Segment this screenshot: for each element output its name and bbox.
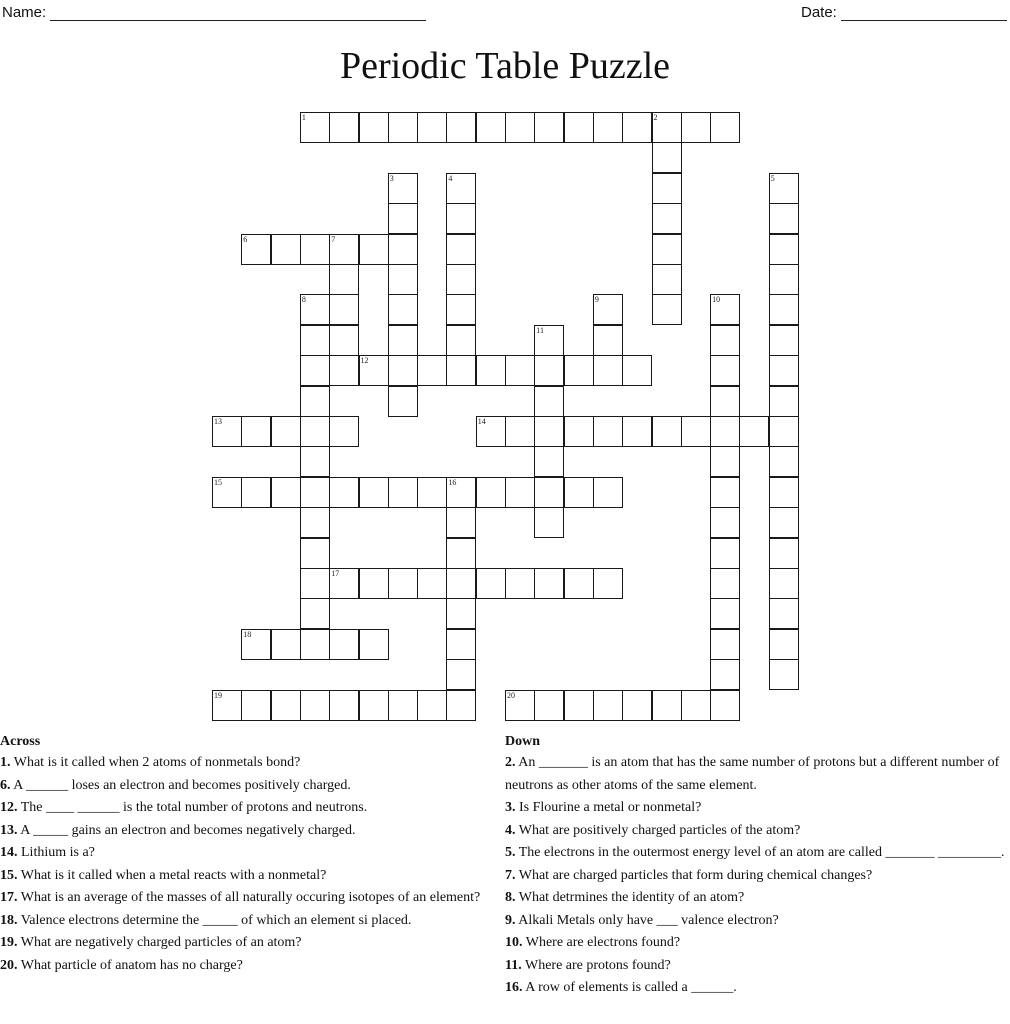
grid-cell[interactable] <box>769 629 799 660</box>
grid-cell[interactable] <box>564 355 594 386</box>
clue-number: 9. <box>505 912 516 928</box>
grid-cell[interactable] <box>241 629 271 660</box>
grid-cell[interactable] <box>446 659 476 690</box>
grid-cell[interactable] <box>241 234 271 265</box>
grid-cell[interactable] <box>476 477 506 508</box>
down-clue <box>505 977 1005 1000</box>
grid-cell[interactable] <box>769 477 799 508</box>
grid-cell[interactable] <box>271 477 301 508</box>
clue-number: 16. <box>505 980 523 995</box>
grid-cell[interactable] <box>300 538 330 569</box>
grid-cell[interactable] <box>476 416 506 447</box>
grid-cell[interactable] <box>622 690 652 721</box>
clue-number: 17 <box>331 569 340 578</box>
grid-cell[interactable] <box>505 477 535 508</box>
across-clue <box>0 797 488 820</box>
clue-number: 3 <box>389 173 394 183</box>
grid-cell[interactable] <box>329 234 359 265</box>
grid-cell[interactable] <box>446 325 476 356</box>
grid-cell[interactable] <box>359 690 389 721</box>
grid-cell[interactable] <box>769 538 799 569</box>
across-clue <box>0 752 488 775</box>
clue-text: Where are electrons found? <box>525 935 681 950</box>
grid-cell[interactable] <box>593 325 623 356</box>
grid-cell[interactable] <box>388 325 418 356</box>
across-clue <box>0 842 488 865</box>
clue-text: What is it called when a metal reacts with a nonmetal? <box>20 867 327 883</box>
clue-text: The electrons in the outermost energy level of an atom are called _______ _________. <box>518 845 1005 860</box>
down-clue <box>505 932 1005 955</box>
clue-number: 14. <box>0 845 18 860</box>
grid-cell[interactable] <box>271 690 301 721</box>
clue-text: What are positively charged particles of the atom? <box>518 822 801 838</box>
down-clue <box>505 955 1005 978</box>
clue-text: Where are protons found? <box>524 957 671 973</box>
grid-cell[interactable] <box>769 294 799 325</box>
date-label: Date: <box>801 4 837 21</box>
grid-cell[interactable] <box>271 234 301 265</box>
grid-cell[interactable] <box>652 203 682 234</box>
grid-cell[interactable] <box>388 203 418 234</box>
grid-cell[interactable] <box>710 507 740 538</box>
clue-number: 9 <box>594 295 599 305</box>
down-clue <box>505 752 1005 797</box>
clue-number: 15 <box>214 477 222 487</box>
grid-cell[interactable] <box>564 568 594 599</box>
grid-cell[interactable] <box>300 294 330 325</box>
grid-cell[interactable] <box>271 416 301 447</box>
grid-cell[interactable] <box>300 446 330 477</box>
grid-cell[interactable] <box>476 355 506 386</box>
grid-cell[interactable] <box>388 386 418 417</box>
grid-cell[interactable] <box>417 690 447 721</box>
grid-cell[interactable] <box>593 355 623 386</box>
clue-number: 13. <box>0 822 18 838</box>
grid-cell[interactable] <box>417 568 447 599</box>
grid-cell[interactable] <box>739 416 769 447</box>
clue-number: 12 <box>360 356 369 366</box>
clue-text: A row of elements is called a ______. <box>525 980 737 995</box>
clue-number: 12. <box>0 800 18 815</box>
grid-cell[interactable] <box>769 507 799 538</box>
grid-cell[interactable] <box>710 477 740 508</box>
grid-cell[interactable] <box>241 690 271 721</box>
grid-cell[interactable] <box>564 690 594 721</box>
grid-cell[interactable] <box>505 416 535 447</box>
grid-cell[interactable] <box>446 264 476 295</box>
clue-text: A _____ gains an electron and becomes negatively charged. <box>20 822 356 838</box>
clue-number: 4 <box>448 173 453 183</box>
grid-cell[interactable] <box>710 568 740 599</box>
clue-text: An _______ is an atom that has the same number of protons but a different number of neutrons as other atoms of the same element. <box>505 755 1000 793</box>
clue-number: 14 <box>477 417 486 426</box>
grid-cell[interactable] <box>534 690 564 721</box>
grid-cell[interactable] <box>769 203 799 234</box>
grid-cell[interactable] <box>534 112 564 143</box>
clue-text: What particle of anatom has no charge? <box>20 957 243 973</box>
clue-number: 10. <box>505 935 523 950</box>
grid-cell[interactable] <box>593 112 623 143</box>
grid-cell[interactable] <box>300 325 330 356</box>
grid-cell[interactable] <box>652 690 682 721</box>
grid-cell[interactable] <box>622 112 652 143</box>
grid-cell[interactable] <box>329 264 359 295</box>
grid-cell[interactable] <box>300 477 330 508</box>
across-clue <box>0 955 488 978</box>
across-clue <box>0 910 488 933</box>
grid-cell[interactable] <box>534 416 564 447</box>
grid-cell[interactable] <box>388 355 418 386</box>
clue-text: Valence electrons determine the _____ of which an element si placed. <box>20 912 412 928</box>
grid-cell[interactable] <box>300 355 330 386</box>
grid-cell[interactable] <box>593 477 623 508</box>
down-clue <box>505 797 1005 820</box>
grid-cell[interactable] <box>564 477 594 508</box>
across-clue <box>0 820 488 843</box>
grid-cell[interactable] <box>446 690 476 721</box>
grid-cell[interactable] <box>534 477 564 508</box>
grid-cell[interactable] <box>652 234 682 265</box>
grid-cell[interactable] <box>388 112 418 143</box>
grid-cell[interactable] <box>652 264 682 295</box>
clue-number: 10 <box>712 295 721 305</box>
grid-cell[interactable] <box>300 112 330 143</box>
grid-cell[interactable] <box>769 598 799 629</box>
grid-cell[interactable] <box>681 690 711 721</box>
clue-number: 5. <box>505 845 516 860</box>
clue-number: 8. <box>505 890 516 905</box>
grid-cell[interactable] <box>241 416 271 447</box>
clue-number: 19. <box>0 935 18 950</box>
clue-text: What is an average of the masses of all naturally occuring isotopes of an element? <box>20 890 481 905</box>
down-clues <box>505 732 1005 1000</box>
grid-cell[interactable] <box>329 629 359 660</box>
clue-text: Alkali Metals only have ___ valence electron? <box>518 912 779 928</box>
clue-number: 20. <box>0 957 18 973</box>
grid-cell[interactable] <box>652 173 682 204</box>
clue-number: 6 <box>243 234 248 244</box>
grid-cell[interactable] <box>446 598 476 629</box>
grid-cell[interactable] <box>710 416 740 447</box>
grid-cell[interactable] <box>710 294 740 325</box>
grid-cell[interactable] <box>710 659 740 690</box>
grid-cell[interactable] <box>534 446 564 477</box>
clue-number: 1 <box>301 113 306 122</box>
clue-number: 6. <box>0 777 11 793</box>
grid-cell[interactable] <box>446 294 476 325</box>
grid-cell[interactable] <box>534 325 564 356</box>
grid-cell[interactable] <box>329 325 359 356</box>
grid-cell[interactable] <box>300 598 330 629</box>
clue-number: 20 <box>507 690 515 700</box>
grid-cell[interactable] <box>359 112 389 143</box>
clue-number: 2. <box>505 755 516 770</box>
grid-cell[interactable] <box>710 446 740 477</box>
grid-cell[interactable] <box>710 325 740 356</box>
grid-cell[interactable] <box>769 173 799 204</box>
clue-number: 8 <box>301 295 306 305</box>
grid-cell[interactable] <box>476 568 506 599</box>
clue-number: 7 <box>331 234 336 244</box>
grid-cell[interactable] <box>769 659 799 690</box>
grid-cell[interactable] <box>446 112 476 143</box>
grid-cell[interactable] <box>769 568 799 599</box>
grid-cell[interactable] <box>710 598 740 629</box>
grid-cell[interactable] <box>446 629 476 660</box>
grid-cell[interactable] <box>681 416 711 447</box>
grid-cell[interactable] <box>241 477 271 508</box>
grid-cell[interactable] <box>622 416 652 447</box>
clue-text: What detrmines the identity of an atom? <box>518 890 745 905</box>
grid-cell[interactable] <box>534 507 564 538</box>
grid-cell[interactable] <box>359 568 389 599</box>
grid-cell[interactable] <box>769 386 799 417</box>
across-clues <box>0 732 488 977</box>
grid-cell[interactable] <box>212 416 242 447</box>
grid-cell[interactable] <box>652 112 682 143</box>
grid-cell[interactable] <box>329 294 359 325</box>
grid-cell[interactable] <box>417 355 447 386</box>
grid-cell[interactable] <box>329 355 359 386</box>
grid-cell[interactable] <box>534 568 564 599</box>
grid-cell[interactable] <box>359 234 389 265</box>
grid-cell[interactable] <box>271 629 301 660</box>
down-clue <box>505 820 1005 843</box>
across-heading: Across <box>0 734 41 749</box>
clue-number: 2 <box>653 113 658 122</box>
grid-cell[interactable] <box>359 355 389 386</box>
clue-text: A ______ loses an electron and becomes positively charged. <box>13 777 351 793</box>
grid-cell[interactable] <box>388 294 418 325</box>
clue-number: 15. <box>0 867 18 883</box>
across-clue <box>0 887 488 910</box>
grid-cell[interactable] <box>593 690 623 721</box>
grid-cell[interactable] <box>300 568 330 599</box>
grid-cell[interactable] <box>329 477 359 508</box>
grid-cell[interactable] <box>300 386 330 417</box>
down-clue-list <box>505 752 1005 1000</box>
clue-text: What are charged particles that form during chemical changes? <box>518 867 873 883</box>
grid-cell[interactable] <box>329 568 359 599</box>
page-title: Periodic Table Puzzle <box>339 45 671 87</box>
grid-cell[interactable] <box>681 112 711 143</box>
clue-number: 7. <box>505 867 516 883</box>
down-clue <box>505 887 1005 910</box>
clue-number: 19 <box>214 690 222 700</box>
grid-cell[interactable] <box>417 112 447 143</box>
grid-cell[interactable] <box>710 538 740 569</box>
clue-number: 16 <box>448 477 457 487</box>
grid-cell[interactable] <box>329 690 359 721</box>
name-label: Name: <box>2 4 47 21</box>
clue-number: 5 <box>770 173 775 183</box>
grid-cell[interactable] <box>446 538 476 569</box>
grid-cell[interactable] <box>388 568 418 599</box>
across-clue <box>0 775 488 798</box>
grid-cell[interactable] <box>710 355 740 386</box>
clue-number: 18. <box>0 912 18 928</box>
clue-number: 4. <box>505 822 516 838</box>
clue-text: The ____ ______ is the total number of protons and neutrons. <box>20 800 368 815</box>
clue-number: 3. <box>505 800 516 815</box>
clue-number: 1. <box>0 755 11 770</box>
grid-cell[interactable] <box>329 112 359 143</box>
clue-number: 11 <box>536 325 544 335</box>
grid-cell[interactable] <box>300 234 330 265</box>
clue-number: 11. <box>505 957 522 973</box>
down-clue <box>505 910 1005 933</box>
grid-cell[interactable] <box>300 629 330 660</box>
grid-cell[interactable] <box>300 416 330 447</box>
grid-cell[interactable] <box>446 173 476 204</box>
grid-cell[interactable] <box>359 629 389 660</box>
grid-cell[interactable] <box>388 477 418 508</box>
grid-cell[interactable] <box>769 234 799 265</box>
grid-cell[interactable] <box>300 690 330 721</box>
grid-cell[interactable] <box>388 173 418 204</box>
grid-cell[interactable] <box>212 477 242 508</box>
grid-cell[interactable] <box>505 355 535 386</box>
grid-cell[interactable] <box>505 568 535 599</box>
down-heading: Down <box>505 734 541 749</box>
grid-cell[interactable] <box>388 234 418 265</box>
grid-cell[interactable] <box>212 690 242 721</box>
clue-number: 17. <box>0 890 18 905</box>
grid-cell[interactable] <box>505 112 535 143</box>
grid-cell[interactable] <box>564 416 594 447</box>
grid-cell[interactable] <box>710 629 740 660</box>
clue-number: 18 <box>243 629 252 639</box>
clue-text: What is it called when 2 atoms of nonmetals bond? <box>13 755 301 770</box>
grid-cell[interactable] <box>769 264 799 295</box>
across-clue-list <box>0 752 488 977</box>
grid-cell[interactable] <box>388 264 418 295</box>
clue-text: Is Flourine a metal or nonmetal? <box>519 800 702 815</box>
grid-cell[interactable] <box>446 234 476 265</box>
grid-cell[interactable] <box>769 416 799 447</box>
across-clue <box>0 932 488 955</box>
grid-cell[interactable] <box>769 325 799 356</box>
grid-cell[interactable] <box>769 446 799 477</box>
grid-cell[interactable] <box>476 112 506 143</box>
grid-cell[interactable] <box>300 507 330 538</box>
grid-cell[interactable] <box>359 477 389 508</box>
grid-cell[interactable] <box>710 690 740 721</box>
grid-cell[interactable] <box>505 690 535 721</box>
down-clue <box>505 865 1005 888</box>
grid-cell[interactable] <box>593 568 623 599</box>
across-clue <box>0 865 488 888</box>
grid-cell[interactable] <box>446 355 476 386</box>
grid-cell[interactable] <box>446 203 476 234</box>
grid-cell[interactable] <box>329 416 359 447</box>
grid-cell[interactable] <box>622 355 652 386</box>
grid-cell[interactable] <box>652 416 682 447</box>
clue-text: What are negatively charged particles of an atom? <box>20 935 302 950</box>
grid-cell[interactable] <box>534 355 564 386</box>
grid-cell[interactable] <box>564 112 594 143</box>
grid-cell[interactable] <box>652 294 682 325</box>
grid-cell[interactable] <box>710 386 740 417</box>
grid-cell[interactable] <box>446 477 476 508</box>
grid-cell[interactable] <box>769 355 799 386</box>
grid-cell[interactable] <box>417 477 447 508</box>
down-clue <box>505 842 1005 865</box>
clue-text: Lithium is a? <box>21 845 95 860</box>
clue-number: 13 <box>214 417 222 426</box>
grid-cell[interactable] <box>593 294 623 325</box>
grid-cell[interactable] <box>652 142 682 173</box>
grid-cell[interactable] <box>446 568 476 599</box>
grid-cell[interactable] <box>446 507 476 538</box>
grid-cell[interactable] <box>388 690 418 721</box>
grid-cell[interactable] <box>710 112 740 143</box>
grid-cell[interactable] <box>593 416 623 447</box>
grid-cell[interactable] <box>534 386 564 417</box>
